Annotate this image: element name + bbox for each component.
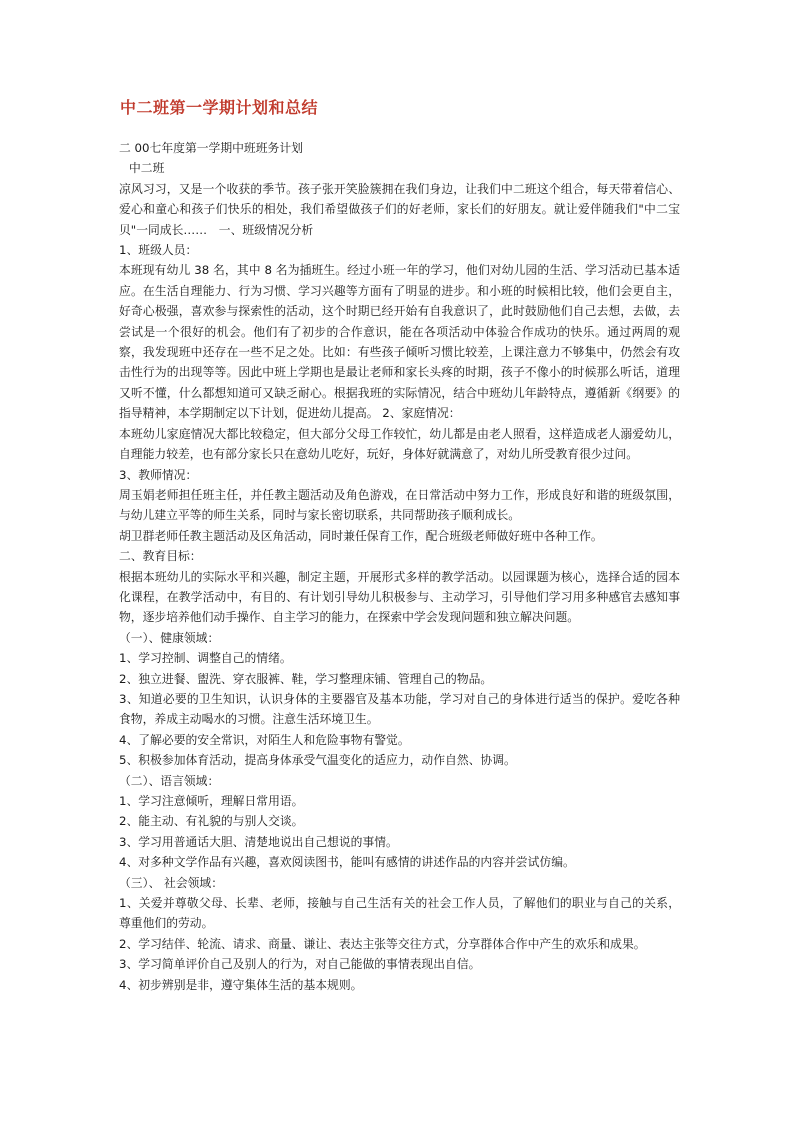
subtitle-line: 二 00七年度第一学期中班班务计划	[119, 141, 303, 155]
list-item: 2、能主动、有礼貌的与别人交谈。	[119, 814, 304, 829]
list-item: 3、学习用普通话大胆、清楚地说出自己想说的事情。	[119, 834, 398, 849]
list-item: 4、对多种文学作品有兴趣，喜欢阅读图书，能叫有感情的讲述作品的内容并尝试仿编。	[119, 855, 575, 870]
section-heading: 1、班级人员：	[119, 243, 198, 258]
intro-paragraph: 凉风习习，又是一个收获的季节。孩子张开笑脸簇拥在我们身边，让我们中二班这个组合，每天带着信心、爱心和童心和孩子们快乐的相处，我们希望做孩子们的好老师，家长们的好朋友。就让爱伴随我们"中二宝贝"一同成长…… 一、班级情况分析	[119, 181, 680, 237]
list-item: 1、学习注意倾听，理解日常用语。	[119, 794, 304, 808]
list-item: 5、积极参加体育活动，提高身体承受气温变化的适应力，动作自然、协调。	[119, 753, 516, 768]
list-item: 3、学习简单评价自己及别人的行为，对自己能做的事情表现出自信。	[119, 957, 481, 972]
list-item: 4、了解必要的安全常识，对陌生人和危险事物有警觉。	[119, 732, 410, 747]
list-item: 2、学习结伴、轮流、请求、商量、谦让、表达主张等交往方式，分享群体合作中产生的欢乐和成果。	[119, 936, 646, 951]
section-heading: 3、教师情况：	[119, 467, 198, 482]
list-item: 3、知道必要的卫生知识，认识身体的主要器官及基本功能，学习对自己的身体进行适当的保护。爱吃各种食物，养成主动喝水的习惯。注意生活环境卫生。	[119, 691, 680, 727]
class-name-line: 中二班	[129, 161, 165, 176]
body-paragraph: 胡卫群老师任教主题活动及区角活动，同时兼任保育工作，配合班级老师做好班中各种工作。	[119, 528, 603, 543]
document-body	[119, 138, 680, 995]
subsection-heading: （一）、健康领域：	[119, 630, 220, 645]
subsection-heading: （三）、 社会领域：	[119, 875, 224, 890]
list-item: 1、学习控制、调整自己的情绪。	[119, 651, 292, 666]
section-heading: 二、教育目标：	[119, 549, 202, 564]
list-item: 2、独立进餐、盥洗、穿衣服裤、鞋，学习整理床铺、管理自己的物品。	[119, 671, 493, 686]
body-paragraph: 周玉娟老师担任班主任，并任教主题活动及角色游戏，在日常活动中努力工作，形成良好和谐的班级氛围，与幼儿建立平等的师生关系，同时与家长密切联系，共同帮助孩子顺利成长。	[119, 487, 680, 523]
body-paragraph: 根据本班幼儿的实际水平和兴趣，制定主题，开展形式多样的教学活动。以园课题为核心，选择合适的园本化课程，在教学活动中，有目的、有计划引导幼儿积极参与、主动学习，引导他们学习用多种感官去感知事物，逐步培养他们动手操作、自主学习的能力，在探索中学会发现问题和独立解决问题。	[119, 569, 680, 625]
document-title: 中二班第一学期计划和总结	[120, 98, 319, 117]
list-item: 1、关爱并尊敬父母、长辈、老师，接触与自己生活有关的社会工作人员，了解他们的职业与自己的关系，尊重他们的劳动。	[119, 896, 680, 931]
body-paragraph: 本班现有幼儿 38 名，其中 8 名为插班生。经过小班一年的学习，他们对幼儿园的生活、学习活动已基本适应。在生活自理能力、行为习惯、学习兴趣等方面有了明显的进步。和小班的时候相比较，他们会更自主，好奇心极强，喜欢参与探索性的活动，这个时期已经开始有自我意识了，此时鼓励他们自己去想，去做，去尝试是一个很好的机会。他们有了初步的合作意识，能在各项活动中体验合作成功的快乐。通过两周的观察，我发现班中还存在一些不足之处。比如：有些孩子倾听习惯比较差，上课注意力不够集中，仍然会有攻击性行为的出现等等。因此中班上学期也是最让老师和家长头疼的时期，孩子不像小的时候那么听话，道理又听不懂，什么都想知道可又缺乏耐心。根据我班的实际情况，结合中班幼儿年龄特点，遵循新《纲要》的指导精神，本学期制定以下计划，促进幼儿提高。 2、家庭情况：	[119, 263, 680, 421]
list-item: 4、初步辨别是非，遵守集体生活的基本规则。	[119, 977, 363, 992]
subsection-heading: （二）、语言领域：	[119, 773, 220, 788]
body-paragraph: 本班幼儿家庭情况大都比较稳定，但大部分父母工作较忙，幼儿都是由老人照看，这样造成老人溺爱幼儿，自理能力较差，也有部分家长只在意幼儿吃好，玩好，身体好就满意了，对幼儿所受教育很少过问。	[119, 426, 680, 462]
